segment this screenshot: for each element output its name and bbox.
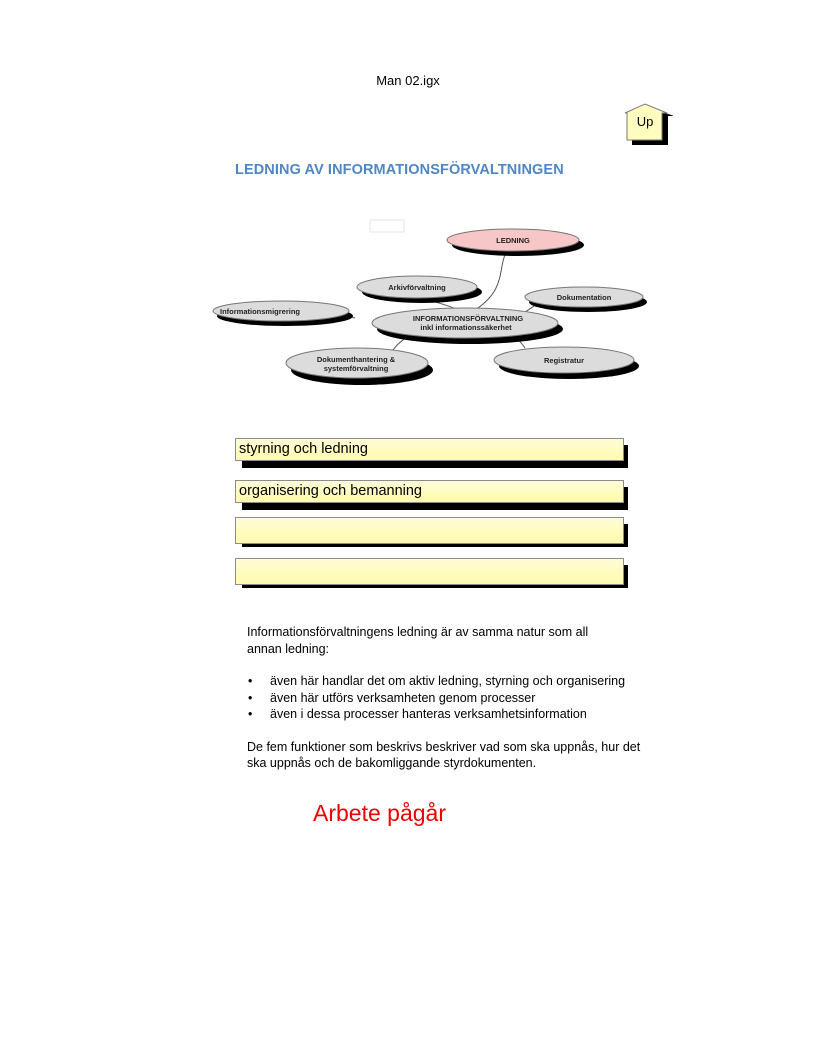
- node-center: [372, 308, 563, 344]
- up-label: Up: [636, 114, 654, 129]
- node-migrering-label: Informationsmigrering: [219, 307, 301, 316]
- work-in-progress-notice: Arbete pågår: [313, 800, 446, 826]
- node-dokumentation: [525, 287, 647, 312]
- function-bar-label: styrning och ledning: [235, 438, 624, 461]
- mind-map-diagram: [210, 215, 650, 385]
- node-dokumentation-label: Dokumentation: [556, 293, 612, 302]
- node-ledning-label: LEDNING: [496, 236, 530, 245]
- diagram-frame: [370, 220, 404, 232]
- node-registratur-label: Registratur: [543, 356, 585, 365]
- bullet-item: • även här utförs verksamheten genom processer: [247, 690, 647, 707]
- closing-paragraph: De fem funktioner som beskrivs beskriver vad som ska uppnås, hur det ska uppnås och de bakomliggande styrdokumenten.: [247, 739, 641, 770]
- function-bar-empty-4[interactable]: [235, 558, 628, 588]
- function-bar-empty-3[interactable]: [235, 517, 628, 547]
- node-arkiv-label: Arkivförvaltning: [388, 283, 446, 292]
- function-bar-organisering[interactable]: [235, 480, 628, 510]
- node-registratur: [494, 347, 639, 379]
- function-bar-label: [235, 558, 624, 585]
- bullet-item: • även i dessa processer hanteras verksamhetsinformation: [247, 706, 647, 723]
- bullet-list: [247, 673, 647, 723]
- page-heading: LEDNING AV INFORMATIONSFÖRVALTNINGEN: [235, 162, 564, 178]
- node-dokhantering: [286, 348, 433, 385]
- document-filename: Man 02.igx: [376, 73, 440, 88]
- function-bar-label: organisering och bemanning: [235, 480, 624, 503]
- intro-paragraph: Informationsförvaltningens ledning är av samma natur som all annan ledning:: [247, 625, 589, 656]
- node-center-line2: inkl informationssäkerhet: [420, 323, 512, 332]
- node-dokhantering-line2: systemförvaltning: [323, 364, 389, 373]
- bullet-item: • även här handlar det om aktiv ledning, styrning och organisering: [247, 673, 647, 690]
- body-text: [247, 624, 647, 772]
- node-ledning: [447, 229, 584, 256]
- node-arkiv: [357, 276, 482, 303]
- node-dokhantering-line1: Dokumenthantering &: [316, 355, 396, 364]
- node-center-line1: INFORMATIONSFÖRVALTNING: [412, 314, 524, 323]
- node-migrering: [213, 301, 353, 326]
- function-bar-styrning[interactable]: [235, 438, 628, 468]
- function-bar-label: [235, 517, 624, 544]
- up-button[interactable]: [623, 103, 673, 145]
